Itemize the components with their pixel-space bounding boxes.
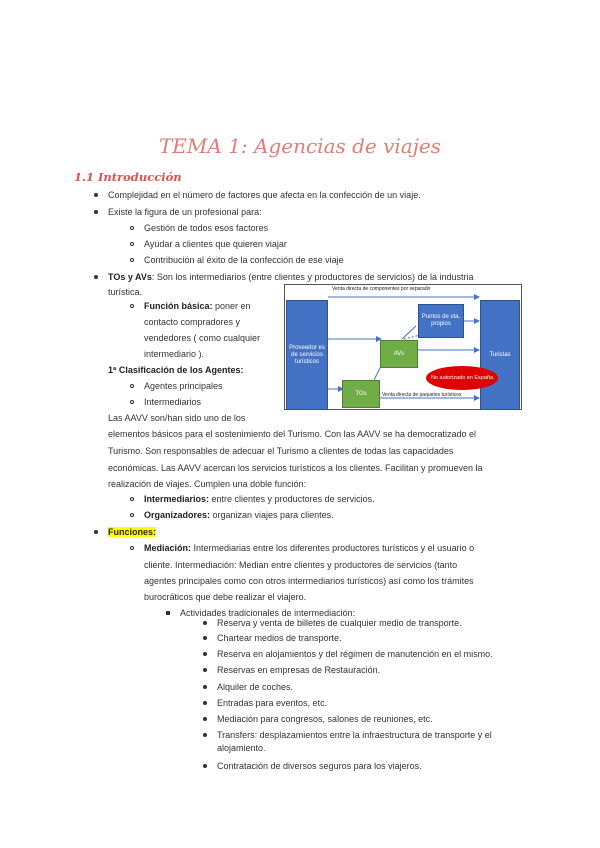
aavv-paragraph-line: elementos básicos para el sostenimiento del Turismo. Con las AAVV se ha democratizado el [108,429,477,439]
organizadores-line [144,509,334,521]
bullet-dot [94,275,98,279]
bullet-dot [94,193,98,197]
mediacion-line: burocráticos que debe realizar el viajero. [144,592,307,602]
sub-bullet [130,242,134,246]
sub-bullet [130,258,134,262]
funcion-basica-line: contacto compradores y [144,317,241,327]
intermediarios-line [144,493,375,505]
actividades-heading: Actividades tradicionales de intermediación: [180,608,356,618]
mediacion-line: agentes principales como con otros intermediarios turísticos) así como los trámites [144,576,474,586]
tos-avs-label: TOs y AVs [108,272,152,282]
sub-bullet [130,400,134,404]
activity-bullet [203,652,207,656]
mediacion-line [144,542,474,554]
sub-bullet [130,304,134,308]
tos-avs-text: : Son los intermediarios (entre clientes y productores de servicios) de la industria [151,272,474,282]
funcion-basica-label: Función básica: [144,301,213,311]
aavv-paragraph-line: Turismo. Son responsables de adecuar el Turismo a clientes de todas las capacidades [108,446,454,456]
bottom-caption: Venta directa de paquetes turísticos [382,392,462,398]
activity-item: Reservas en empresas de Restauración. [217,665,381,675]
organizadores-label: Organizadores: [144,510,211,520]
activity-bullet [203,764,207,768]
clasificacion-heading: 1ª Clasificación de los Agentes: [108,365,244,375]
funcion-basica-line: intermediario ). [144,349,205,359]
sub-bullet-text: Gestión de todos esos factores [144,223,269,233]
activity-item: alojamiento. [217,743,266,753]
sub-bullet-text: Agentes principales [144,381,223,391]
mediacion-label: Mediación: [144,543,192,553]
sub-bullet [130,513,134,517]
square-bullet [166,611,170,615]
activity-item: Mediación para congresos, salones de reuniones, etc. [217,714,433,724]
sub-bullet-text: Contribución al éxito de la confección de ese viaje [144,255,344,265]
activity-item: Alquiler de coches. [217,682,294,692]
funciones-line [108,526,156,538]
page-title: TEMA 1: Agencias de viajes [158,134,442,158]
sub-bullet [130,384,134,388]
mediacion-text: Intermediarias entre los diferentes productores turísticos y el usuario o [191,543,475,553]
bullet-text [108,271,474,283]
activity-bullet [203,733,207,737]
sub-bullet-text: Intermediarios [144,397,202,407]
activity-bullet [203,717,207,721]
bullet-continuation: turística. [108,287,143,297]
activity-bullet [203,701,207,705]
proveedores-box: Proveedor es de servicios turísticos [286,300,328,410]
activity-bullet [203,685,207,689]
turistas-box: Turistas [480,300,520,410]
activity-item: Chartear medios de transporte. [217,633,342,643]
activity-item: Transfers: desplazamientos entre la infraestructura de transporte y el [217,730,492,740]
organizadores-text: organizan viajes para clientes. [210,510,334,520]
section-heading: 1.1 Introducción [74,170,182,184]
activity-bullet [203,621,207,625]
funcion-basica-line [144,300,251,312]
activity-item: Entradas para eventos, etc. [217,698,328,708]
mediacion-line: cliente. Intermediación: Median entre clientes y productores de servicios (tanto [144,560,458,570]
agents-diagram [284,284,522,410]
sub-bullet [130,546,134,550]
sub-bullet-text: Ayudar a clientes que quieren viajar [144,239,287,249]
sub-bullet [130,497,134,501]
warning-badge: No autorizado en España [426,366,498,390]
funcion-basica-text: poner en [212,301,251,311]
activity-item: Contratación de diversos seguros para los viajeros. [217,761,422,771]
activity-bullet [203,668,207,672]
bullet-text: Complejidad en el número de factores que afecta en la confección de un viaje. [108,190,421,200]
aavv-paragraph-line: económicas. Las AAVV acercan los servicios turísticos a los clientes. Facilitan y promueven la [108,463,483,473]
activity-item: Reserva en alojamientos y del régimen de manutención en el mismo. [217,649,493,659]
puntos-venta-box: Puntos de vta. propios [418,304,464,338]
bullet-text: Existe la figura de un profesional para: [108,207,262,217]
aavv-paragraph-start: Las AAVV son/han sido uno de los [108,413,246,423]
intermediarios-text: entre clientes y productores de servicios. [209,494,375,504]
avs-box: AVs [380,340,418,368]
tos-box: TOs [342,380,380,408]
aavv-paragraph-line: realización de viajes. Cumplen una doble función: [108,479,307,489]
activity-item: Reserva y venta de billetes de cualquier medio de transporte. [217,618,462,628]
bullet-dot [94,210,98,214]
funciones-label: Funciones: [108,527,157,537]
sub-bullet [130,226,134,230]
bullet-dot [94,530,98,534]
intermediarios-label: Intermediarios: [144,494,210,504]
top-caption: Venta directa de componentes por separado [332,286,431,292]
activity-bullet [203,636,207,640]
funcion-basica-line: vendedores ( como cualquier [144,333,261,343]
